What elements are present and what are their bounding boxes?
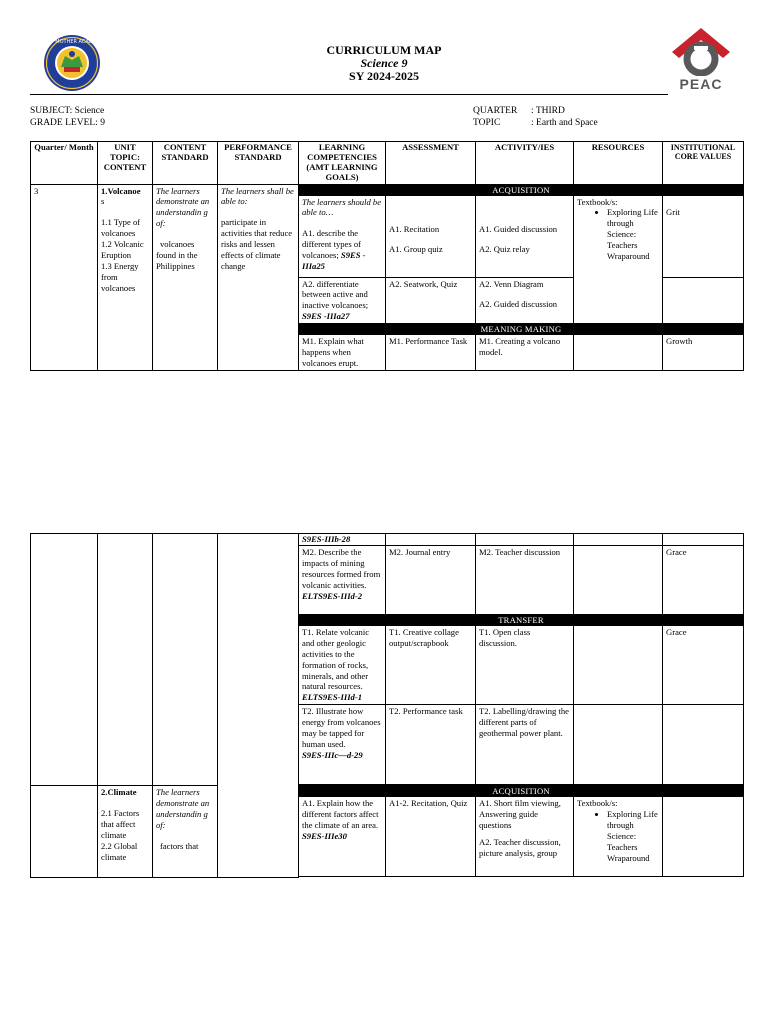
document-school-year: SY 2024-2025 xyxy=(349,69,419,83)
grade-meta xyxy=(30,118,105,130)
performance-standard-body: participate in activities that reduce risks and lessen effects of climate change xyxy=(221,217,293,271)
header-learning-competencies: LEARNING COMPETENCIES (AMT LEARNING GOALS) xyxy=(299,142,386,185)
content-standard-cell xyxy=(153,534,218,786)
quarter-label: QUARTER xyxy=(473,106,518,116)
resources-item: • Exploring Life through Science: Teachers Wraparound xyxy=(607,207,659,262)
competency-cell xyxy=(299,277,386,324)
competency-code: S9ES-IIIc—d-29 xyxy=(302,749,363,760)
competency-code: S9ES-IIIe30 xyxy=(302,830,347,841)
content-standard-cell-2 xyxy=(153,786,218,878)
core-value-cell xyxy=(663,534,744,546)
resources-cell xyxy=(574,195,663,324)
unit-topic-cell-2 xyxy=(98,786,153,878)
phase-label-acquisition: ACQUISITION xyxy=(299,184,744,195)
unit-topic-cell xyxy=(98,534,153,786)
performance-standard-cell xyxy=(218,534,299,878)
competency-code: S9ES -IIIa27 xyxy=(302,311,350,322)
activity-text: A2. Quiz relay xyxy=(479,244,530,255)
header-assessment: ASSESSMENT xyxy=(386,142,476,185)
core-value-cell xyxy=(663,195,744,277)
content-standard-body: factors that xyxy=(160,840,199,851)
activity-text: A2. Venn Diagram xyxy=(479,278,544,289)
seal-ring-text: HOLY MOTHER ACADEMY xyxy=(43,39,101,45)
competency-cell xyxy=(299,705,386,785)
topic-label: TOPIC xyxy=(473,118,501,128)
content-standard-cell xyxy=(153,184,218,370)
core-value-cell xyxy=(663,705,744,785)
unit1-title-cont: s xyxy=(101,196,105,207)
competency-text: M2. Describe the impacts of mining resources formed from volcanic activities. xyxy=(302,546,381,590)
grade-label: GRADE LEVEL: xyxy=(30,118,98,128)
assessment-cell: M2. Journal entry xyxy=(386,545,476,614)
activity-cell xyxy=(476,277,574,324)
unit2-item: 2.1 Factors that affect climate xyxy=(101,808,140,840)
competency-text: A2. differentiate between active and inactive volcanoes; xyxy=(302,278,369,311)
activity-cell: M1. Creating a volcano model. xyxy=(476,335,574,371)
school-seal-logo xyxy=(43,34,101,92)
assessment-text: A1. Recitation xyxy=(389,223,440,234)
peac-logo-text: PEAC xyxy=(679,76,723,92)
activity-cell: T1. Open class discussion. xyxy=(476,625,574,704)
activity-text: A2. Teacher discussion, picture analysis, group xyxy=(479,836,561,858)
grade-value: 9 xyxy=(100,118,105,128)
unit1-item: 1.2 Volcanic Eruption xyxy=(101,239,144,261)
resources-item: • Exploring Life through Science: Teachers Wraparound xyxy=(607,809,659,864)
core-value-cell: Grace xyxy=(663,625,744,704)
core-value: Grit xyxy=(666,206,680,217)
unit2-title: 2.Climate xyxy=(101,787,137,798)
topic-meta xyxy=(473,118,598,130)
core-value-cell: Grace xyxy=(663,545,744,614)
competency-cell xyxy=(299,545,386,614)
content-standard-intro: The learners demonstrate an understandin g of: xyxy=(156,787,210,830)
competency-intro: The learners should be able to… xyxy=(302,196,382,218)
unit1-title: 1.Volcanoe xyxy=(101,185,141,196)
competency-text: A1. Explain how the different factors affect the climate of an area. xyxy=(302,798,379,831)
assessment-cell: T2. Performance task xyxy=(386,705,476,785)
competency-text: T2. Illustrate how energy from volcanoes may be tapped for human used. xyxy=(302,706,381,749)
document-subject-line: Science 9 xyxy=(360,56,408,70)
table-row xyxy=(31,534,744,546)
resources-cell xyxy=(574,534,663,546)
subject-meta xyxy=(30,106,104,118)
competency-cell xyxy=(299,534,386,546)
assessment-text: A1. Group quiz xyxy=(389,244,443,255)
quarter-value: : THIRD xyxy=(531,106,565,116)
competency-text: A1. describe the different types of volcanoes; xyxy=(302,228,362,261)
phase-label-acquisition-2: ACQUISITION xyxy=(299,786,744,797)
header-core-values: INSTITUTIONAL CORE VALUES xyxy=(663,142,744,185)
resources-cell xyxy=(574,625,663,704)
quarter-cell: 3 xyxy=(31,184,98,370)
assessment-cell xyxy=(386,534,476,546)
resources-label: Textbook/s: xyxy=(577,196,618,207)
assessment-cell: A1-2. Recitation, Quiz xyxy=(386,797,476,877)
curriculum-table-page1 xyxy=(30,141,744,371)
competency-text: T1. Relate volcanic and other geologic activities to the formation of rocks, minerals, and other natural resources. xyxy=(302,626,370,692)
resources-cell xyxy=(574,335,663,371)
quarter-cell xyxy=(31,786,98,878)
competency-code: ELTS9ES-IIId-1 xyxy=(302,692,363,703)
assessment-cell: A2. Seatwork, Quiz xyxy=(386,277,476,324)
activity-cell: T2. Labelling/drawing the different parts of geothermal power plant. xyxy=(476,705,574,785)
assessment-cell: M1. Performance Task xyxy=(386,335,476,371)
competency-cell: M1. Explain what happens when volcanoes erupt. xyxy=(299,335,386,371)
header-content-standard: CONTENT STANDARD xyxy=(153,142,218,185)
activity-cell: M2. Teacher discussion xyxy=(476,545,574,614)
topic-value: : Earth and Space xyxy=(531,118,598,128)
resources-cell xyxy=(574,797,663,877)
competency-code: ELTS9ES-IIId-2 xyxy=(302,590,363,601)
phase-label-meaning-making: MEANING MAKING xyxy=(299,324,744,335)
competency-code: S9ES-IIIb-28 xyxy=(302,534,351,544)
core-value-cell xyxy=(663,797,744,877)
quarter-cell xyxy=(31,534,98,786)
content-standard-body: volcanoes found in the Philippines xyxy=(156,239,198,271)
core-value-cell: Growth xyxy=(663,335,744,371)
header-resources: RESOURCES xyxy=(574,142,663,185)
activity-text: A1. Short film viewing, Answering guide questions xyxy=(479,798,561,831)
unit1-item: 1.1 Type of volcanoes xyxy=(101,217,141,239)
competency-code: S9ES - IIIa25 xyxy=(302,250,366,272)
phase-label-transfer: TRANSFER xyxy=(299,614,744,625)
assessment-cell: T1. Creative collage output/scrapbook xyxy=(386,625,476,704)
activity-cell xyxy=(476,534,574,546)
competency-cell xyxy=(299,195,386,277)
competency-cell xyxy=(299,797,386,877)
performance-standard-intro: The learners shall be able to: xyxy=(221,185,294,207)
unit2-item: 2.2 Global climate xyxy=(101,840,138,862)
subject-label: SUBJECT: xyxy=(30,106,73,116)
activity-cell xyxy=(476,195,574,277)
performance-standard-cell xyxy=(218,184,299,370)
assessment-cell xyxy=(386,195,476,277)
table-header-row xyxy=(31,142,744,185)
header-unit-topic: UNIT TOPIC: CONTENT xyxy=(98,142,153,185)
resources-cell xyxy=(574,705,663,785)
activity-text: A1. Guided discussion xyxy=(479,223,558,234)
curriculum-table-page2 xyxy=(30,533,744,878)
resources-label: Textbook/s: xyxy=(577,798,618,809)
header-performance-standard: PERFORMANCE STANDARD xyxy=(218,142,299,185)
activity-cell xyxy=(476,797,574,877)
unit-topic-cell xyxy=(98,184,153,370)
document-title: CURRICULUM MAP xyxy=(326,43,442,57)
header-rule xyxy=(30,94,668,95)
header-quarter-month: Quarter/ Month xyxy=(31,142,98,185)
content-standard-intro: The learners demonstrate an understandin g of: xyxy=(156,185,210,229)
resources-cell xyxy=(574,545,663,614)
unit1-item: 1.3 Energy from volcanoes xyxy=(101,260,139,293)
peac-logo xyxy=(670,26,732,94)
quarter-meta xyxy=(473,106,565,118)
phase-row-acquisition-2 xyxy=(31,786,744,797)
core-value-cell xyxy=(663,277,744,324)
phase-row-acquisition xyxy=(31,184,744,195)
competency-cell xyxy=(299,625,386,704)
activity-text: A2. Guided discussion xyxy=(479,299,558,310)
header-activities: ACTIVITY/IES xyxy=(476,142,574,185)
subject-value: Science xyxy=(74,106,105,116)
